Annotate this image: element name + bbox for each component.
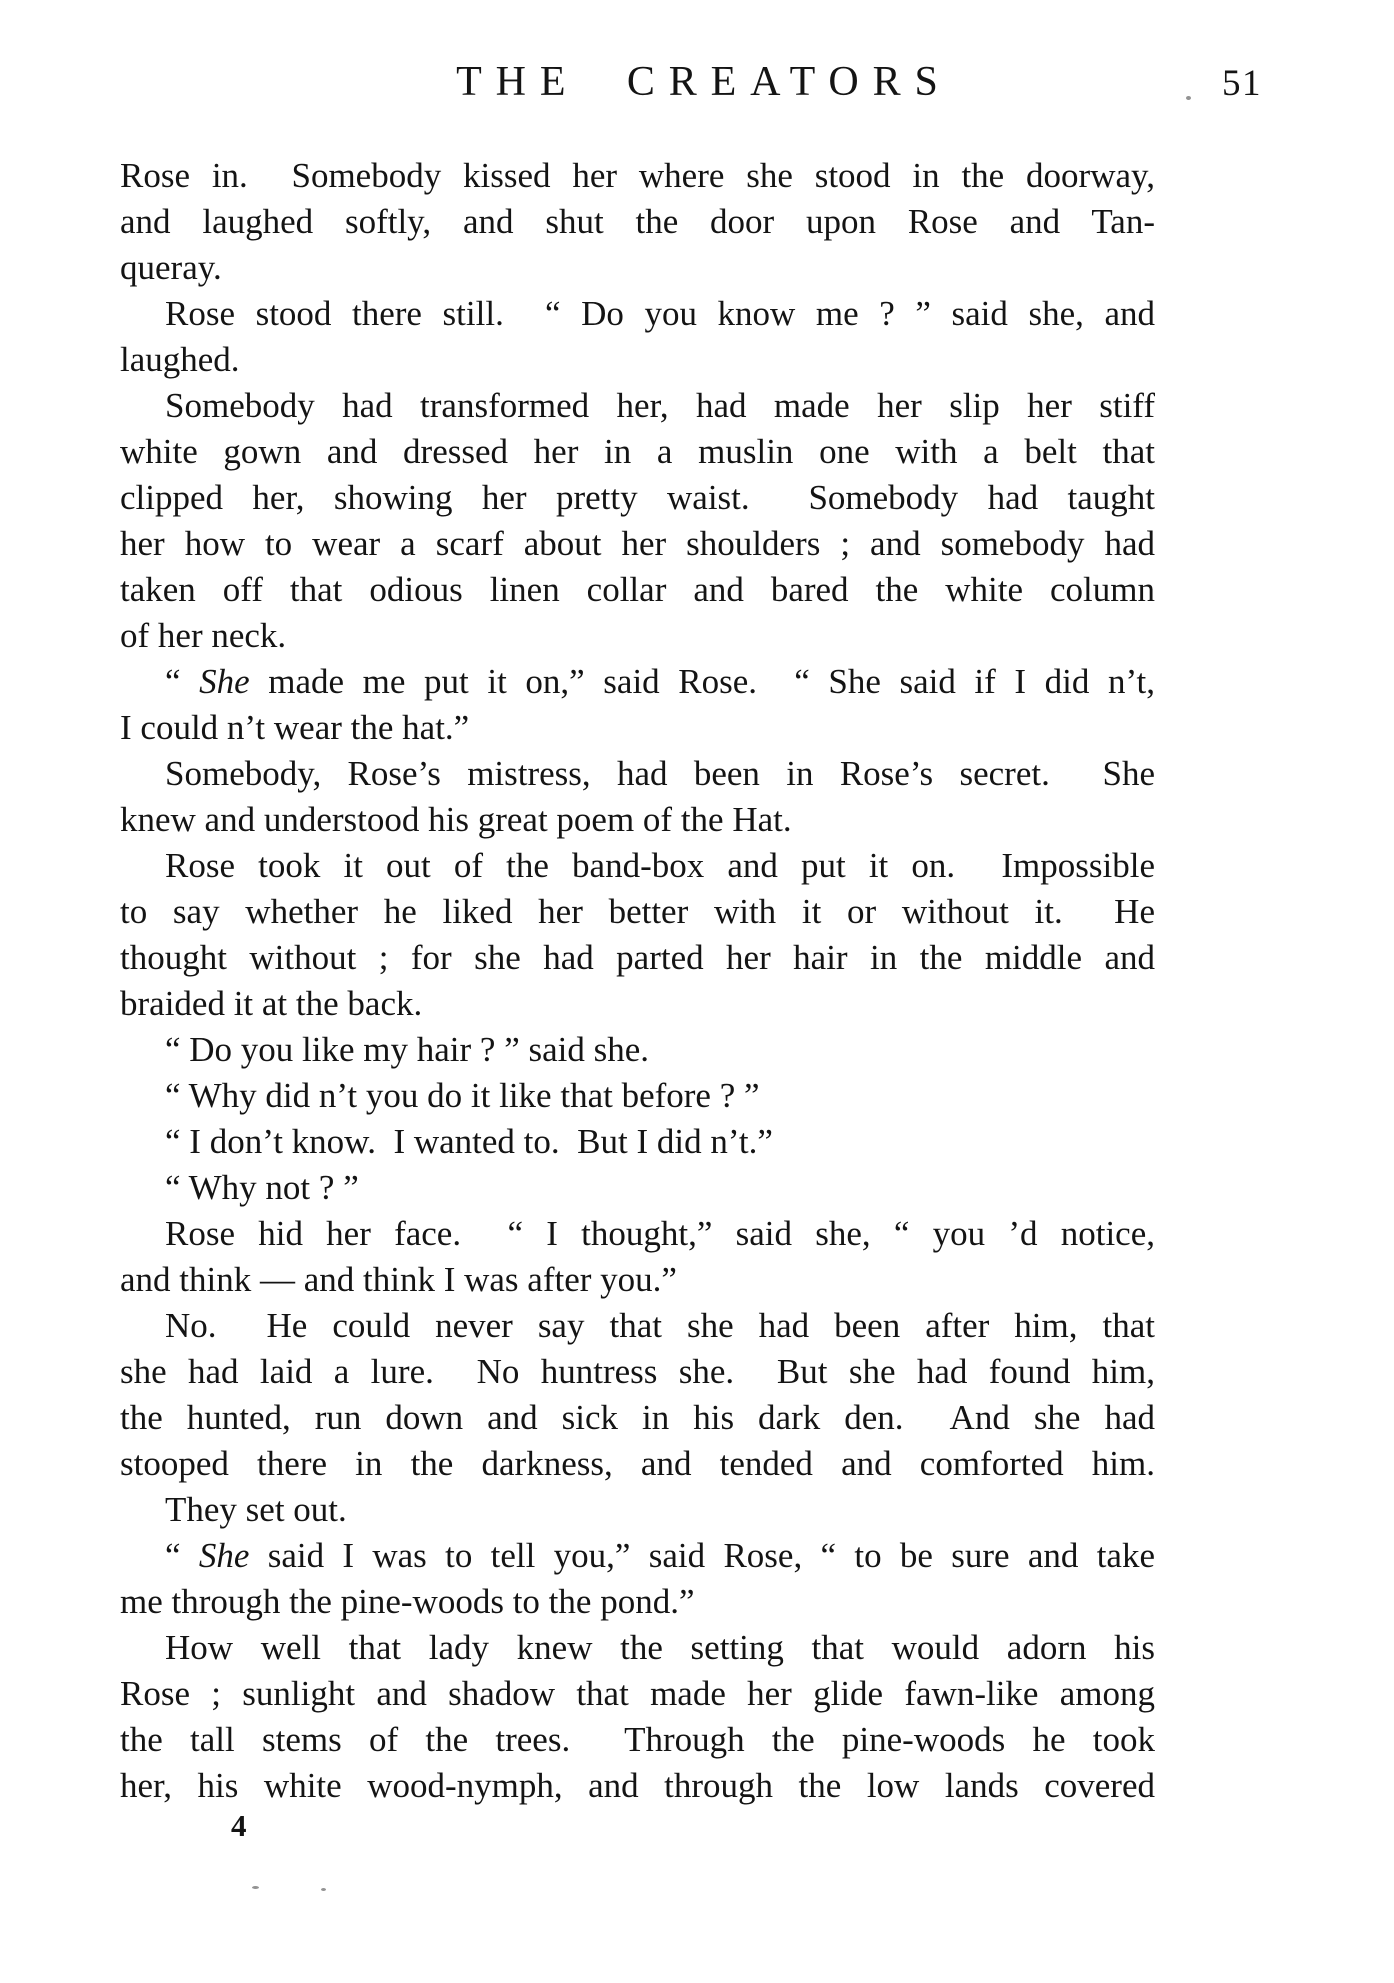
text-line <box>120 981 1155 1027</box>
text-line <box>120 613 1155 659</box>
text-segment: Rose ; sunlight and shadow that made her glide fawn-like among <box>120 1674 1155 1713</box>
text-segment: “ <box>165 662 200 701</box>
text-line <box>120 153 1155 199</box>
text-line <box>120 1533 1155 1579</box>
text-line <box>120 659 1155 705</box>
text-line <box>120 843 1155 889</box>
text-segment: Somebody, Rose’s mistress, had been in Rose’s secret. She <box>165 754 1155 793</box>
text-line <box>120 705 1155 751</box>
text-segment: Rose in. Somebody kissed her where she stood in the doorway, <box>120 156 1155 195</box>
text-segment: “ Why not ? ” <box>165 1168 359 1207</box>
text-line <box>120 1763 1155 1809</box>
text-segment: her how to wear a scarf about her shoulders ; and somebody had <box>120 524 1155 563</box>
text-line <box>120 1027 1155 1073</box>
text-segment: Rose took it out of the band-box and put it on. Impossible <box>165 846 1155 885</box>
text-segment: to say whether he liked her better with it or without it. He <box>120 892 1155 931</box>
text-segment: laughed. <box>120 340 240 379</box>
page-title: THE CREATORS <box>456 59 952 105</box>
text-segment: clipped her, showing her pretty waist. Somebody had taught <box>120 478 1155 517</box>
text-line <box>120 567 1155 613</box>
text-segment: her, his white wood-nymph, and through the low lands covered <box>120 1766 1155 1805</box>
text-line <box>120 337 1155 383</box>
text-segment: No. He could never say that she had been after him, that <box>165 1306 1155 1345</box>
text-segment: the tall stems of the trees. Through the pine-woods he took <box>120 1720 1155 1759</box>
text-line <box>120 475 1155 521</box>
text-segment: of her neck. <box>120 616 287 655</box>
text-line <box>120 383 1155 429</box>
text-line <box>120 1579 1155 1625</box>
scan-speck <box>252 1886 259 1889</box>
running-head <box>0 58 1394 110</box>
text-line <box>120 935 1155 981</box>
text-segment: said I was to tell you,” said Rose, “ to be sure and take <box>249 1536 1155 1575</box>
text-segment: stooped there in the darkness, and tended and comforted him. <box>120 1444 1155 1483</box>
text-segment: she had laid a lure. No huntress she. But she had found him, <box>120 1352 1155 1391</box>
text-segment: and laughed softly, and shut the door upon Rose and Tan- <box>120 202 1155 241</box>
text-segment: Somebody had transformed her, had made her slip her stiff <box>165 386 1155 425</box>
text-segment: How well that lady knew the setting that would adorn his <box>165 1628 1155 1667</box>
text-segment: white gown and dressed her in a muslin one with a belt that <box>120 432 1155 471</box>
text-segment: braided it at the back. <box>120 984 423 1023</box>
text-line <box>120 1441 1155 1487</box>
scan-speck <box>1186 96 1191 100</box>
scan-speck <box>321 1888 326 1891</box>
text-line <box>120 889 1155 935</box>
text-segment: and think — and think I was after you.” <box>120 1260 677 1299</box>
italic-text: She <box>199 662 250 701</box>
text-line <box>120 797 1155 843</box>
text-line <box>120 1119 1155 1165</box>
text-segment: Rose hid her face. “ I thought,” said she, “ you ’d notice, <box>165 1214 1155 1253</box>
text-line <box>120 1211 1155 1257</box>
text-line <box>120 1257 1155 1303</box>
text-line <box>120 1395 1155 1441</box>
text-segment: I could n’t wear the hat.” <box>120 708 470 747</box>
text-segment: made me put it on,” said Rose. “ She said if I did n’t, <box>249 662 1155 701</box>
text-segment: “ <box>165 1536 199 1575</box>
text-segment: Rose stood there still. “ Do you know me ? ” said she, and <box>165 294 1155 333</box>
text-line <box>120 245 1155 291</box>
text-line <box>120 199 1155 245</box>
text-segment: “ I don’t know. I wanted to. But I did n’t.” <box>165 1122 773 1161</box>
text-line <box>120 1717 1155 1763</box>
text-segment: taken off that odious linen collar and bared the white column <box>120 570 1155 609</box>
text-line <box>120 291 1155 337</box>
text-segment: They set out. <box>165 1490 347 1529</box>
text-line <box>120 1165 1155 1211</box>
signature-mark: 4 <box>231 1808 247 1843</box>
text-line <box>120 751 1155 797</box>
text-line <box>120 1487 1155 1533</box>
text-line <box>120 1303 1155 1349</box>
text-segment: thought without ; for she had parted her hair in the middle and <box>120 938 1155 977</box>
text-segment: knew and understood his great poem of the Hat. <box>120 800 792 839</box>
text-line <box>120 1073 1155 1119</box>
text-segment: the hunted, run down and sick in his dark den. And she had <box>120 1398 1155 1437</box>
text-line <box>120 521 1155 567</box>
text-segment: “ Do you like my hair ? ” said she. <box>165 1030 650 1069</box>
text-line <box>120 429 1155 475</box>
page-number: 51 <box>1222 63 1262 104</box>
text-line <box>120 1625 1155 1671</box>
text-line <box>120 1349 1155 1395</box>
italic-text: She <box>198 1536 250 1575</box>
text-segment: queray. <box>120 248 222 287</box>
text-column <box>120 153 1155 1809</box>
text-segment: me through the pine-woods to the pond.” <box>120 1582 695 1621</box>
text-segment: “ Why did n’t you do it like that before ? ” <box>165 1076 760 1115</box>
text-line <box>120 1671 1155 1717</box>
